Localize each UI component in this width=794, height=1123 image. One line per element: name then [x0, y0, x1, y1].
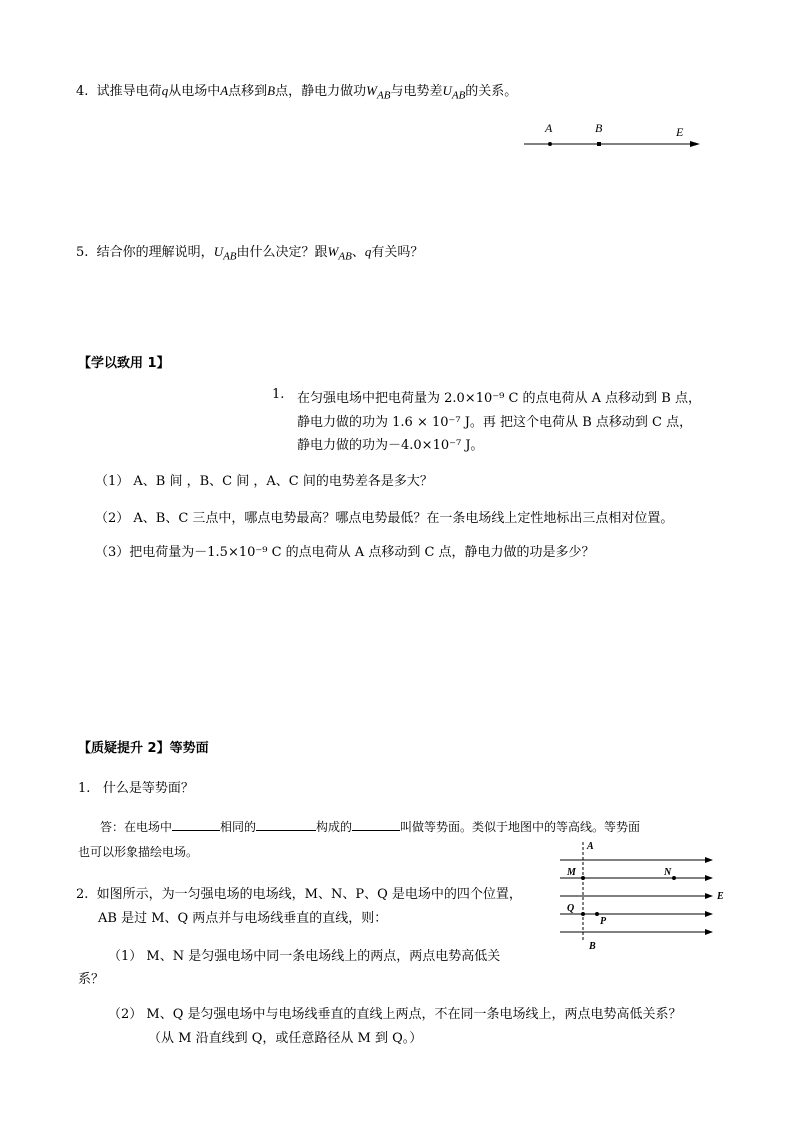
var-b: B: [267, 83, 276, 98]
sub-question-3: （3）把电荷量为－1.5×10⁻⁹ C 的点电荷从 A 点移动到 C 点，静电力做的功是多少？: [95, 545, 595, 560]
var-q: q: [364, 244, 372, 259]
text: 由什么决定？跟: [236, 245, 328, 260]
subscript: AB: [451, 89, 466, 102]
var-u: U: [213, 244, 224, 259]
problem-1-line-3: 静电力做的功为－4.0×10⁻⁷ J。: [297, 438, 484, 453]
text: 、: [351, 245, 365, 260]
sub-question-2-2b: （从 M 沿直线到 Q，或任意路径从 M 到 Q。）: [148, 1031, 423, 1046]
label-b: B: [595, 121, 603, 135]
label-e: E: [717, 891, 724, 902]
question-line-2: AB 是过 M、Q 两点并与电场线垂直的直线，则：: [98, 911, 388, 926]
uniform-field-figure: [552, 838, 732, 954]
sub-question-2: （2） A、B、C 三点中，哪点电势最高？哪点电势最低？在一条电场线上定性地标出三点相对位置。: [95, 511, 674, 526]
answer-text: 叫做等势面。类似于地图中的等高线。等势面: [400, 820, 641, 834]
sub-question-2-1a: （1） M、N 是匀强电场中同一条电场线上的两点，两点电势高低关: [108, 949, 501, 964]
arrow-head: [690, 141, 700, 147]
subscript: AB: [223, 250, 237, 263]
answer-line-2: 也可以形象描绘电场。: [78, 845, 199, 859]
point-b: [597, 142, 601, 146]
point-n: [672, 876, 676, 880]
text: 的关系。: [465, 84, 518, 99]
problem-1-line-2: 静电力做的功为 1.6 × 10⁻⁷ J。再 把这个电荷从 B 点移动到 C 点，: [297, 415, 693, 430]
label-m: M: [567, 867, 576, 878]
var-w: W: [366, 83, 377, 98]
label-a: A: [545, 121, 553, 135]
label-a: A: [587, 841, 594, 852]
point-m: [581, 876, 585, 880]
label-q: Q: [567, 903, 575, 914]
label-b: B: [589, 941, 596, 952]
point-q: [581, 912, 585, 916]
subscript: AB: [376, 89, 391, 102]
var-q: q: [161, 83, 169, 98]
problem-1-number: 1.: [272, 387, 285, 402]
problem-1-line-1: 在匀强电场中把电荷量为 2.0×10⁻⁹ C 的点电荷从 A 点移动到 B 点，: [297, 391, 701, 406]
text: 有关吗？: [371, 245, 424, 260]
sub-question-2-1b: 系？: [78, 972, 105, 987]
label-p: P: [600, 916, 607, 927]
answer-text: 构成的: [316, 820, 353, 834]
text: 从电场中: [168, 84, 221, 99]
question-5: [76, 241, 423, 263]
text: 与电势差: [390, 84, 443, 99]
fill-blank-2[interactable]: [256, 819, 316, 831]
answer-line-1: [100, 818, 640, 835]
var-u: U: [442, 83, 452, 98]
section-2-question-1: [78, 777, 194, 796]
section-2-question-2: [76, 883, 522, 902]
field-line-figure: [520, 118, 710, 154]
point-p: [595, 912, 599, 916]
text: 试推导电荷: [96, 84, 162, 99]
label-e: E: [676, 125, 684, 139]
answer-text: 答：在电场中: [100, 820, 173, 834]
question-text: 什么是等势面？: [102, 781, 194, 796]
question-number: 2.: [76, 887, 89, 902]
question-line-1: 如图所示，为一匀强电场的电场线，M、N、P、Q 是电场中的四个位置，: [96, 887, 522, 902]
label-n: N: [664, 867, 672, 878]
sub-question-1: （1） A、B 间 ，B、C 间 ，A、C 间的电势差各是多大？: [95, 474, 433, 489]
sub-question-2-2a: （2） M、Q 是匀强电场中与电场线垂直的直线上两点，不在同一条电场线上，两点电势高低关系？: [108, 1007, 682, 1022]
question-number: 1.: [78, 781, 91, 796]
section-title-1: 【学以致用 1】: [78, 356, 170, 371]
fill-blank-3[interactable]: [352, 819, 400, 831]
question-number: 5.: [76, 245, 89, 260]
question-number: 4.: [76, 84, 89, 99]
question-4: [76, 80, 517, 102]
fill-blank-1[interactable]: [172, 819, 220, 831]
text: 点，静电力做功: [275, 84, 367, 99]
var-a: A: [220, 83, 229, 98]
section-title-2: 【质疑提升 2】等势面: [78, 741, 209, 756]
subscript: AB: [338, 250, 352, 263]
point-a: [548, 142, 552, 146]
var-w: W: [327, 244, 339, 259]
text: 点移到: [228, 84, 268, 99]
answer-text: 相同的: [220, 820, 257, 834]
text: 结合你的理解说明，: [96, 245, 214, 260]
